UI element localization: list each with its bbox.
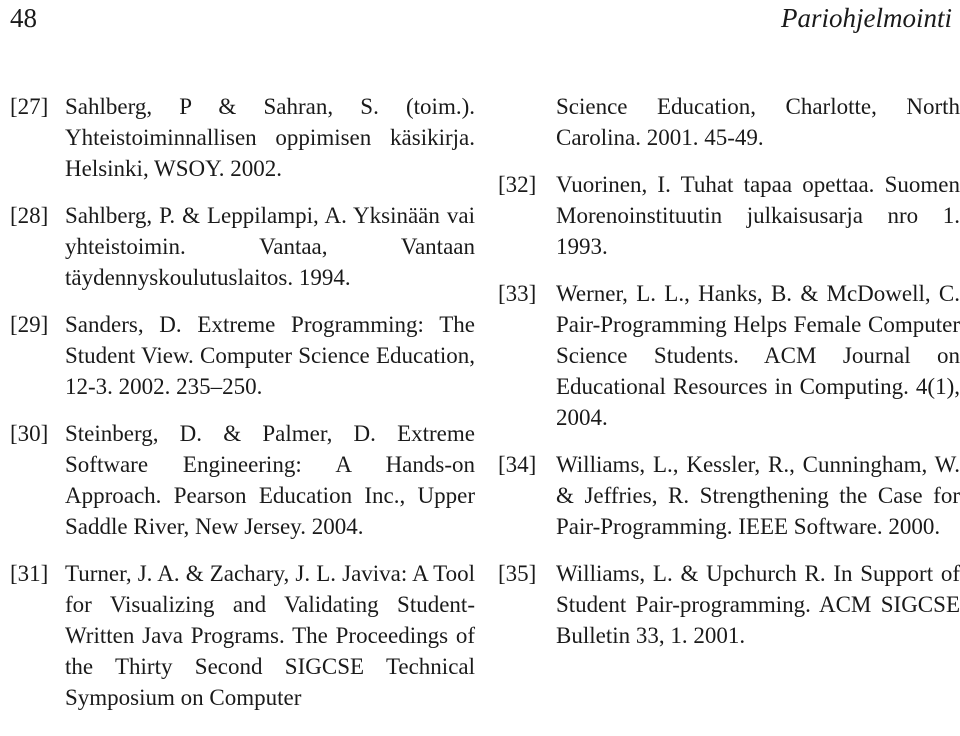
reference-text: Turner, J. A. & Zachary, J. L. Javiva: A Tool for Visualizing and Validating Student-Written Java Programs. The Proceedings of the Thirty Second SIGCSE Technical Symposium on Computer xyxy=(65,561,475,710)
reference-32 xyxy=(498,169,960,262)
reference-number: [28] xyxy=(10,203,49,228)
running-title: Pariohjelmointi xyxy=(781,3,952,33)
page-header xyxy=(10,0,952,40)
reference-33 xyxy=(498,278,960,433)
reference-text: Steinberg, D. & Palmer, D. Extreme Software Engineering: A Hands-on Approach. Pearson Education Inc., Upper Saddle River, New Jersey. 2004. xyxy=(65,421,475,539)
reference-number: [30] xyxy=(10,421,49,446)
reference-number: [31] xyxy=(10,561,49,586)
reference-31 xyxy=(10,558,475,713)
reference-text: Sahlberg, P. & Leppilampi, A. Yksinään vai yhteistoimin. Vantaa, Vantaan täydennyskoulutuslaitos. 1994. xyxy=(65,203,475,290)
reference-30 xyxy=(10,418,475,542)
reference-29 xyxy=(10,309,475,402)
reference-text: Sahlberg, P & Sahran, S. (toim.). Yhteistoiminnallisen oppimisen käsikirja. Helsinki, WSOY. 2002. xyxy=(65,94,475,181)
reference-35 xyxy=(498,558,960,651)
reference-28 xyxy=(10,200,475,293)
reference-text: Werner, L. L., Hanks, B. & McDowell, C. Pair-Programming Helps Female Computer Science Students. ACM Journal on Educational Resources in Computing. 4(1), 2004. xyxy=(556,281,960,430)
reference-text: Williams, L. & Upchurch R. In Support of Student Pair-programming. ACM SIGCSE Bulletin 33, 1. 2001. xyxy=(556,561,960,648)
reference-27 xyxy=(10,91,475,184)
reference-number: [29] xyxy=(10,312,49,337)
reference-number: [34] xyxy=(498,452,537,477)
page-number: 48 xyxy=(10,3,37,33)
left-column xyxy=(10,91,475,729)
reference-number: [33] xyxy=(498,281,537,306)
reference-text: Vuorinen, I. Tuhat tapaa opettaa. Suomen Morenoinstituutin julkaisusarja nro 1. 1993. xyxy=(556,172,960,259)
reference-34 xyxy=(498,449,960,542)
reference-number: [32] xyxy=(498,172,537,197)
reference-number: [27] xyxy=(10,94,49,119)
reference-31-continued: Science Education, Charlotte, North Carolina. 2001. 45-49. xyxy=(556,94,960,150)
reference-text: Williams, L., Kessler, R., Cunningham, W. & Jeffries, R. Strengthening the Case for Pair-Programming. IEEE Software. 2000. xyxy=(556,452,960,539)
reference-text: Sanders, D. Extreme Programming: The Student View. Computer Science Education, 12-3. 2002. 235–250. xyxy=(65,312,475,399)
right-column xyxy=(498,91,960,667)
reference-number: [35] xyxy=(498,561,537,586)
